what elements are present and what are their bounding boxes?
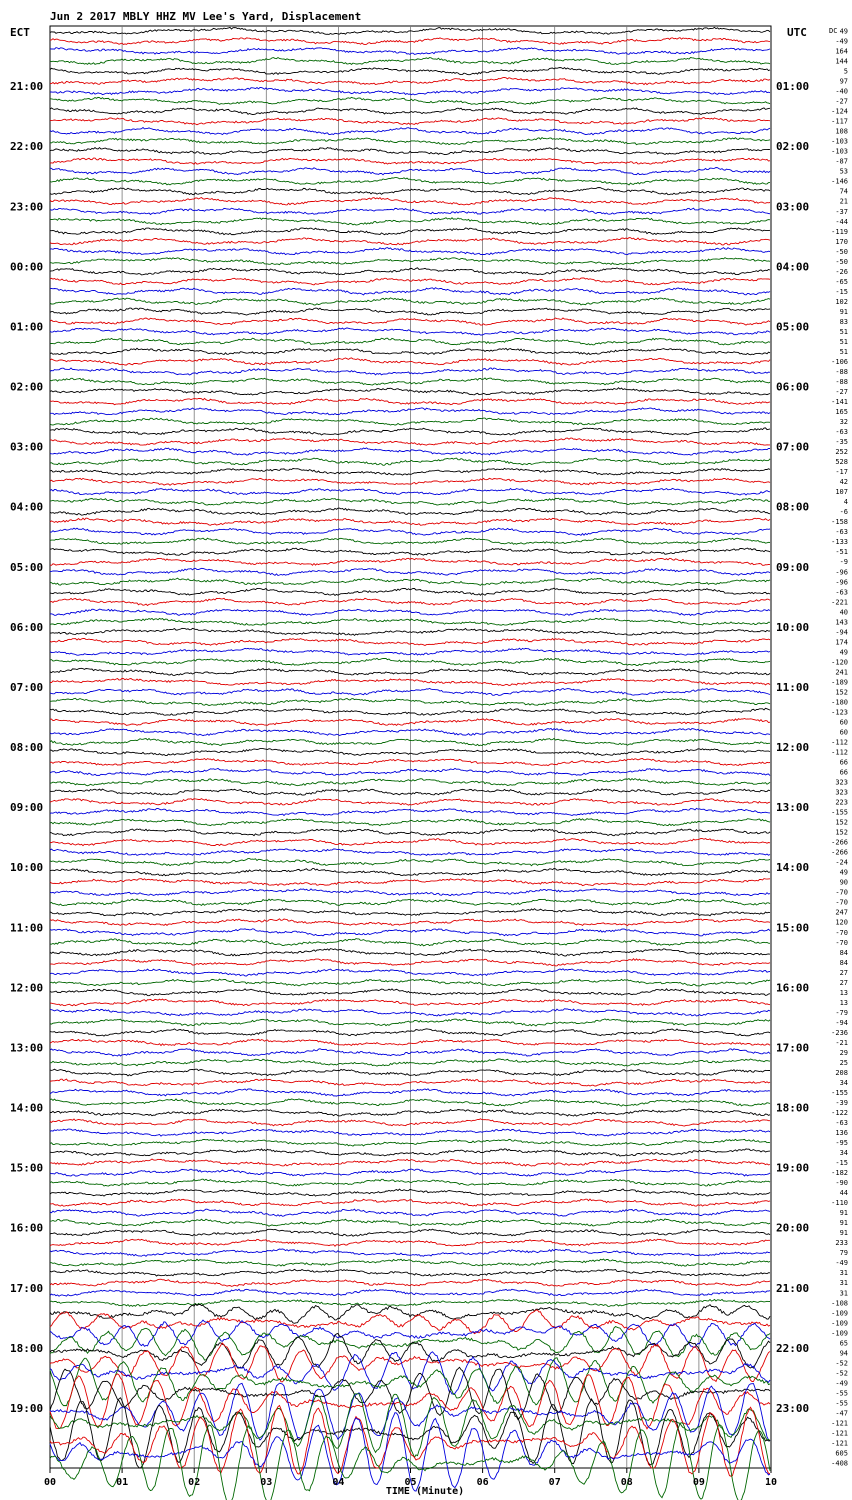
trace-offset-value: -112 [831,738,848,747]
trace-offset-value: 42 [839,478,848,487]
trace-offset-value: 53 [839,167,848,176]
left-time-label: 00:00 [10,260,44,274]
trace-offset-value: 13 [839,998,848,1007]
trace-offset-value: 91 [839,1229,848,1238]
trace-offset-value: -123 [831,708,848,717]
trace-offset-value: -124 [831,107,848,116]
trace-offset-value: 208 [835,1068,848,1077]
trace-offset-value: 107 [835,488,848,497]
trace-offset-value: 165 [835,408,848,417]
left-time-label: 02:00 [10,380,44,394]
right-time-label: 03:00 [776,200,810,214]
left-time-label: 09:00 [10,801,44,815]
trace-offset-value: -90 [835,1179,848,1188]
trace-offset-value: 152 [835,828,848,837]
trace-offset-value: -221 [831,598,848,607]
trace-offset-value: 247 [835,908,848,917]
right-time-label: 11:00 [776,680,810,694]
right-time-label: 02:00 [776,140,810,154]
trace-offset-value: -88 [835,377,848,386]
right-time-label: 22:00 [776,1341,810,1355]
trace-offset-value: 79 [839,1249,848,1258]
trace-offset-value: -24 [835,858,848,867]
left-time-label: 19:00 [10,1401,44,1415]
trace-offset-value: -70 [835,888,848,897]
trace-offset-value: 13 [839,988,848,997]
trace-offset-value: -9 [839,558,848,567]
trace-offset-value: 233 [835,1239,848,1248]
trace-offset-value: -121 [831,1419,848,1428]
trace-offset-value: 51 [839,327,848,336]
trace-offset-value: -49 [835,37,848,46]
trace-offset-value: 91 [839,1219,848,1228]
trace-offset-value: 31 [839,1279,848,1288]
left-time-label: 22:00 [10,140,44,154]
trace-offset-value: 83 [839,317,848,326]
trace-offset-value: -182 [831,1169,848,1178]
trace-offset-value: 34 [839,1078,848,1087]
right-time-label: 15:00 [776,921,810,935]
right-time-label: 21:00 [776,1281,810,1295]
trace-offset-value: -103 [831,147,848,156]
trace-offset-value: 84 [839,958,848,967]
trace-offset-value: 143 [835,618,848,627]
trace-offset-value: 25 [839,1058,848,1067]
left-time-label: 07:00 [10,680,44,694]
trace-offset-value: -51 [835,548,848,557]
trace-offset-value: 90 [839,878,848,887]
trace-offset-value: 91 [839,307,848,316]
trace-offset-value: 170 [835,237,848,246]
trace-offset-value: -63 [835,588,848,597]
trace-offset-value: 97 [839,77,848,86]
trace-offset-value: 66 [839,768,848,777]
x-axis-label: TIME (Minute) [385,1486,465,1497]
trace-offset-value: -70 [835,938,848,947]
dc-offset-header: DC [829,27,838,35]
trace-offset-value: -121 [831,1439,848,1448]
trace-offset-value: 66 [839,758,848,767]
trace-offset-value: -122 [831,1109,848,1118]
trace-offset-value: 144 [835,57,848,66]
left-time-label: 05:00 [10,560,44,574]
x-tick-label: 04 [332,1477,345,1488]
trace-offset-value: -189 [831,678,848,687]
trace-offset-value: -49 [835,1259,848,1268]
right-time-label: 10:00 [776,620,810,634]
trace-offset-value: -47 [835,1409,848,1418]
trace-offset-value: -94 [835,1018,848,1027]
left-time-label: 21:00 [10,80,44,94]
right-time-label: 20:00 [776,1221,810,1235]
trace-offset-value: 241 [835,668,848,677]
trace-offset-value: -63 [835,428,848,437]
trace-offset-value: -117 [831,117,848,126]
trace-offset-value: 74 [839,187,848,196]
trace-offset-value: -50 [835,257,848,266]
trace-offset-value: -119 [831,227,848,236]
trace-offset-value: -37 [835,207,848,216]
x-tick-label: 03 [260,1477,273,1488]
trace-offset-value: -70 [835,928,848,937]
trace-offset-value: 51 [839,337,848,346]
trace-offset-value: 252 [835,448,848,457]
x-tick-label: 05 [404,1477,417,1488]
trace-offset-value: 32 [839,418,848,427]
left-time-label: 11:00 [10,921,44,935]
left-time-label: 10:00 [10,861,44,875]
trace-offset-value: -108 [831,1299,848,1308]
trace-offset-value: 49 [839,27,848,36]
trace-offset-value: -109 [831,1309,848,1318]
trace-offset-value: 323 [835,778,848,787]
trace-offset-value: -15 [835,287,848,296]
x-tick-label: 01 [116,1477,129,1488]
trace-offset-value: 49 [839,648,848,657]
trace-offset-value: -121 [831,1429,848,1438]
right-time-label: 23:00 [776,1401,810,1415]
trace-offset-value: -6 [839,508,848,517]
trace-offset-value: 44 [839,1189,848,1198]
trace-offset-value: 136 [835,1129,848,1138]
trace-offset-value: -35 [835,438,848,447]
trace-offset-value: -133 [831,538,848,547]
trace-offset-value: 84 [839,948,848,957]
left-time-label: 18:00 [10,1341,44,1355]
trace-offset-value: 4 [843,498,848,507]
trace-offset-value: -236 [831,1028,848,1037]
trace-offset-value: -17 [835,468,848,477]
trace-offset-value: -109 [831,1329,848,1338]
trace-offset-value: -96 [835,568,848,577]
right-time-label: 12:00 [776,741,810,754]
right-time-label: 05:00 [776,320,810,334]
trace-offset-value: 49 [839,868,848,877]
right-time-label: 08:00 [776,500,810,514]
right-time-label: 19:00 [776,1161,810,1175]
trace-offset-value: -94 [835,628,848,637]
trace-offset-value: 94 [839,1349,848,1358]
x-tick-label: 02 [188,1477,201,1488]
trace-offset-value: -103 [831,137,848,146]
trace-offset-value: 21 [839,197,848,206]
trace-offset-value: -266 [831,848,848,857]
left-time-label: 06:00 [10,620,44,634]
trace-offset-value: 60 [839,718,848,727]
right-time-label: 18:00 [776,1101,810,1115]
trace-offset-value: -110 [831,1199,848,1208]
trace-offset-value: -44 [835,217,848,226]
trace-offset-value: 34 [839,1149,848,1158]
trace-offset-value: -155 [831,1088,848,1097]
right-time-label: 01:00 [776,80,810,94]
trace-offset-value: 5 [843,67,848,76]
left-time-label: 04:00 [10,500,44,514]
trace-offset-value: -63 [835,1119,848,1128]
trace-offset-value: -87 [835,157,848,166]
right-time-label: 04:00 [776,260,810,274]
x-tick-label: 07 [548,1477,561,1488]
trace-offset-value: 120 [835,918,848,927]
trace-offset-value: 31 [839,1269,848,1278]
trace-offset-value: -95 [835,1139,848,1148]
trace-offset-value: 40 [839,608,848,617]
trace-offset-value: 108 [835,127,848,136]
left-time-label: 08:00 [10,741,44,754]
trace-offset-value: 51 [839,347,848,356]
trace-offset-value: 152 [835,688,848,697]
trace-offset-value: -15 [835,1159,848,1168]
right-time-label: 09:00 [776,560,810,574]
trace-offset-value: -55 [835,1399,848,1408]
x-tick-label: 08 [620,1477,633,1488]
trace-offset-value: -109 [831,1319,848,1328]
trace-offset-value: -49 [835,1379,848,1388]
trace-offset-value: -408 [831,1459,848,1468]
trace-offset-value: -27 [835,388,848,397]
trace-offset-value: 29 [839,1048,848,1057]
trace-offset-value: -146 [831,177,848,186]
left-time-label: 03:00 [10,440,44,454]
trace-offset-value: -52 [835,1359,848,1368]
trace-offset-value: -50 [835,247,848,256]
trace-offset-value: 528 [835,458,848,467]
x-tick-label: 10 [764,1477,778,1488]
trace-offset-value: -96 [835,578,848,587]
trace-offset-value: -55 [835,1389,848,1398]
trace-offset-value: 102 [835,297,848,306]
left-time-label: 12:00 [10,981,44,995]
chart-title: Jun 2 2017 MBLY HHZ MV Lee's Yard, Displacement [50,10,362,23]
trace-offset-value: -21 [835,1038,848,1047]
trace-offset-value: -155 [831,808,848,817]
left-timezone-label: ECT [10,26,30,39]
trace-offset-value: 323 [835,788,848,797]
trace-offset-value: 605 [835,1449,848,1458]
trace-offset-value: -266 [831,838,848,847]
trace-offset-value: -63 [835,528,848,537]
left-time-label: 13:00 [10,1041,44,1055]
trace-offset-value: 27 [839,968,848,977]
trace-offset-value: -120 [831,658,848,667]
right-time-label: 06:00 [776,380,810,394]
trace-offset-value: 60 [839,728,848,737]
trace-offset-value: 31 [839,1289,848,1298]
right-time-label: 16:00 [776,981,810,995]
trace-offset-value: -180 [831,698,848,707]
trace-offset-value: -106 [831,357,848,366]
trace-offset-value: 164 [835,47,848,56]
trace-offset-value: -52 [835,1369,848,1378]
trace-offset-value: 65 [839,1339,848,1348]
trace-offset-value: -79 [835,1008,848,1017]
right-time-label: 17:00 [776,1041,810,1055]
trace-offset-value: 223 [835,798,848,807]
x-tick-label: 00 [43,1477,57,1488]
trace-offset-value: -158 [831,518,848,527]
trace-offset-value: -27 [835,97,848,106]
trace-offset-value: -141 [831,398,848,407]
right-timezone-label: UTC [787,26,807,39]
left-time-label: 01:00 [10,320,44,334]
left-time-label: 23:00 [10,200,44,214]
left-time-label: 15:00 [10,1161,44,1175]
trace-offset-value: 27 [839,978,848,987]
x-tick-label: 09 [692,1477,705,1488]
left-time-label: 17:00 [10,1281,44,1295]
right-time-label: 14:00 [776,861,810,875]
trace-offset-value: -70 [835,898,848,907]
trace-offset-value: 152 [835,818,848,827]
trace-offset-value: -65 [835,277,848,286]
trace-offset-value: 91 [839,1209,848,1218]
trace-offset-value: 174 [835,638,848,647]
trace-offset-value: -26 [835,267,848,276]
left-time-label: 14:00 [10,1101,44,1115]
trace-offset-value: -40 [835,87,848,96]
trace-offset-value: -39 [835,1098,848,1107]
trace-offset-value: -112 [831,748,848,757]
x-tick-label: 06 [476,1477,489,1488]
trace-offset-value: -88 [835,367,848,376]
right-time-label: 13:00 [776,801,810,815]
left-time-label: 16:00 [10,1221,44,1235]
right-time-label: 07:00 [776,440,810,454]
